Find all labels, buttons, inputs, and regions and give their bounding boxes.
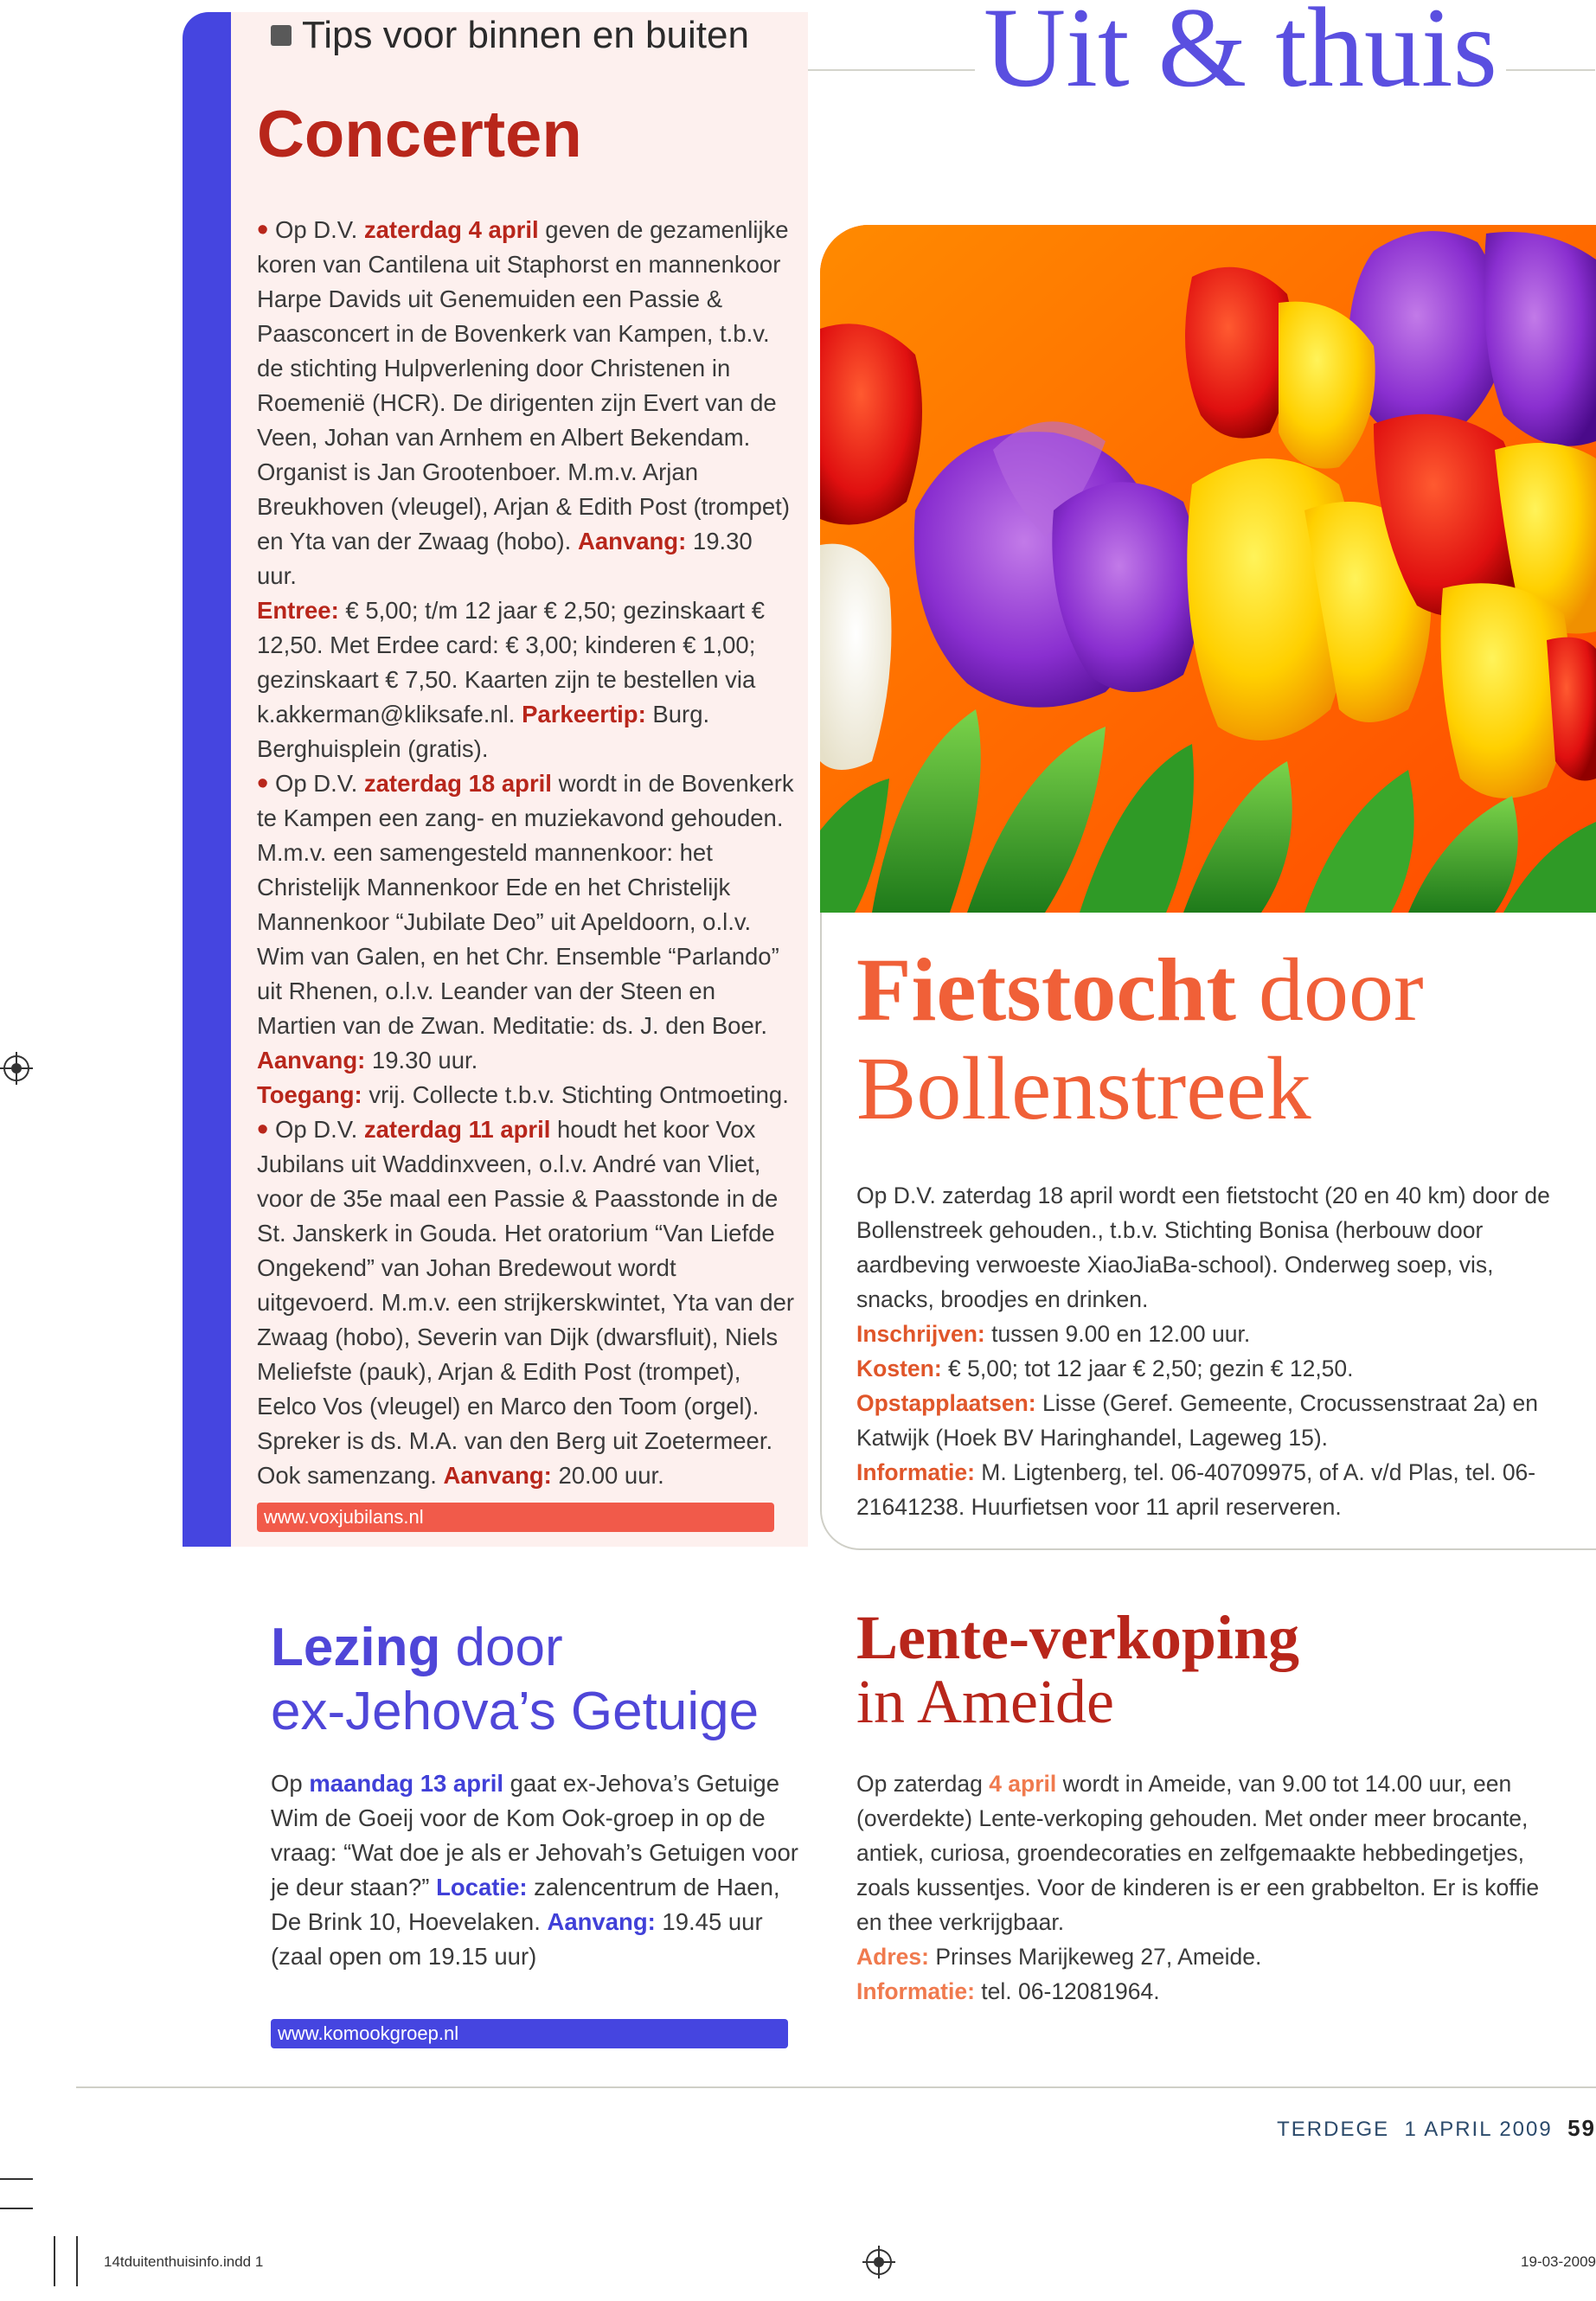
lente-title: Lente-verkoping in Ameide xyxy=(856,1603,1299,1736)
fietstocht-body: Op D.V. zaterdag 18 april wordt een fietstocht (20 en 40 km) door de Bollenstreek gehouden., t.b.v. Stichting Bonisa (herbouw door aardbeving verwoeste XiaoJiaBa-school). Onderweg soep, vis, snacks, broodjes en drinken. Inschrijven: tussen 9.00 en 12.00 uur. Kosten: € 5,00; tot 12 jaar € 2,50; gezin € 12,50. Opstapplaatsen: Lisse (Geref. Gemeente, Crocussenstraat 2a) en Katwijk (Hoek BV Haringhandel, Lageweg 15). Informatie: M. Ligtenberg, tel. 06-40709975, of A. v/d Plas, tel. 06-21641238. Huurfietsen voor 11 april reserveren. xyxy=(856,1183,1550,1520)
tulip-red-left xyxy=(820,324,922,524)
section-label xyxy=(271,12,749,59)
crop-mark xyxy=(0,2178,33,2180)
tulips-photo xyxy=(820,225,1596,913)
tulip-purple-top-right xyxy=(1348,231,1596,446)
lezing-body: Op maandag 13 april gaat ex-Jehova’s Getuige Wim de Goeij voor de Kom Ook-groep in op de vraag: “Wat doe je als er Jehovah’s Getuigen voor je deur staan?” Locatie: zalencentrum de Haen, De Brink 10, Hoevelaken. Aanvang: 19.45 uur (zaal open om 19.15 uur) xyxy=(271,1770,798,1970)
section-color-bar xyxy=(183,12,231,1547)
footer-folio xyxy=(1277,2115,1596,2142)
concert-item-3: • Op D.V. zaterdag 11 april houdt het koor Vox Jubilans uit Waddinxveen, o.l.v. André van Vliet, voor de 35e maal een Passie & Paasstonde in de St. Janskerk in Gouda. Het oratorium “Van Liefde Ongekend” van Johan Bredewout wordt uitgevoerd. M.m.v. een strijkerskwintet, Yta van der Zwaag (hobo), Severin van Dijk (dwarsfluit), Niels Meliefste (pauk), Arjan & Edith Post (trompet), Eelco Vos (vleugel) en Marco den Toom (orgel). Spreker is ds. M.A. van den Berg uit Zoetermeer. Ook samenzang. Aanvang: 20.00 uur. xyxy=(257,1112,795,1489)
bullet-icon: • xyxy=(257,1112,269,1148)
page-number: 59 xyxy=(1567,2115,1596,2141)
registration-mark-icon xyxy=(866,2249,892,2275)
bullet-icon: • xyxy=(257,212,269,248)
registration-mark-icon xyxy=(3,1055,29,1081)
square-bullet-icon xyxy=(271,25,292,46)
crop-mark xyxy=(0,2208,33,2209)
voxjubilans-link[interactable]: www.voxjubilans.nl xyxy=(257,1503,774,1532)
komookgroep-link[interactable]: www.komookgroep.nl xyxy=(271,2019,788,2048)
footer-rule xyxy=(76,2086,1596,2088)
masthead-title: Uit & thuis xyxy=(975,0,1506,108)
publication-name: TERDEGE xyxy=(1277,2118,1390,2141)
lente-body: Op zaterdag 4 april wordt in Ameide, van 9.00 tot 14.00 uur, een (overdekte) Lente-verkoping gehouden. Met onder meer brocante, antiek, curiosa, groendecoraties en zelfgemaakte hebbedingetjes, zoals kussentjes. Voor de kinderen is er een grabbelton. Er is koffie en thee verkrijgbaar. Adres: Prinses Marijkeweg 27, Ameide. Informatie: tel. 06-12081964. xyxy=(856,1771,1540,2004)
issue-date: 1 APRIL 2009 xyxy=(1404,2118,1553,2141)
fietstocht-title: Fietstocht door Bollenstreek xyxy=(856,940,1424,1138)
bullet-icon: • xyxy=(257,766,269,802)
concert-item-2: • Op D.V. zaterdag 18 april wordt in de Bovenkerk te Kampen een zang- en muziekavond gehouden. M.m.v. een samengesteld mannenkoor: het Christelijk Mannenkoor Ede en het Christelijk Mannenkoor “Jubilate Deo” uit Apeldoorn, o.l.v. Wim van Galen, en het Chr. Ensemble “Parlando” uit Rhenen, o.l.v. Leander van der Steen en Martien van de Zwan. Meditatie: ds. J. den Boer. Aanvang: 19.30 uur. Toegang: vrij. Collecte t.b.v. Stichting Ontmoeting. xyxy=(257,766,794,1108)
crop-mark xyxy=(54,2236,55,2286)
section-label-text: Tips voor binnen en buiten xyxy=(302,14,749,56)
lezing-title: Lezing door ex-Jehova’s Getuige xyxy=(271,1618,760,1741)
slug-date: 19-03-2009 xyxy=(1521,2253,1596,2270)
concert-item-1: • Op D.V. zaterdag 4 april geven de gezamenlijke koren van Cantilena uit Staphorst en mannenkoor Harpe Davids uit Genemuiden een Passie & Paasconcert in de Bovenkerk van Kampen, t.b.v. de stichting Hulpverlening door Christenen in Roemenië (HCR). De dirigenten zijn Evert van de Veen, Johan van Arnhem en Albert Bekendam. Organist is Jan Grootenboer. M.m.v. Arjan Breukhoven (vleugel), Arjan & Edith Post (trompet) en Yta van der Zwaag (hobo). Aanvang: 19.30 uur. Entree: € 5,00; t/m 12 jaar € 2,50; gezinskaart € 12,50. Met Erdee card: € 3,00; kinderen € 1,00; gezinskaart € 7,50. Kaarten zijn te bestellen via k.akkerman@kliksafe.nl. Parkeertip: Burg. Berghuisplein (gratis). xyxy=(257,212,790,762)
concerten-title: Concerten xyxy=(257,98,582,171)
crop-mark xyxy=(76,2236,78,2286)
slug-filename: 14tduitenthuisinfo.indd 1 xyxy=(104,2253,264,2270)
